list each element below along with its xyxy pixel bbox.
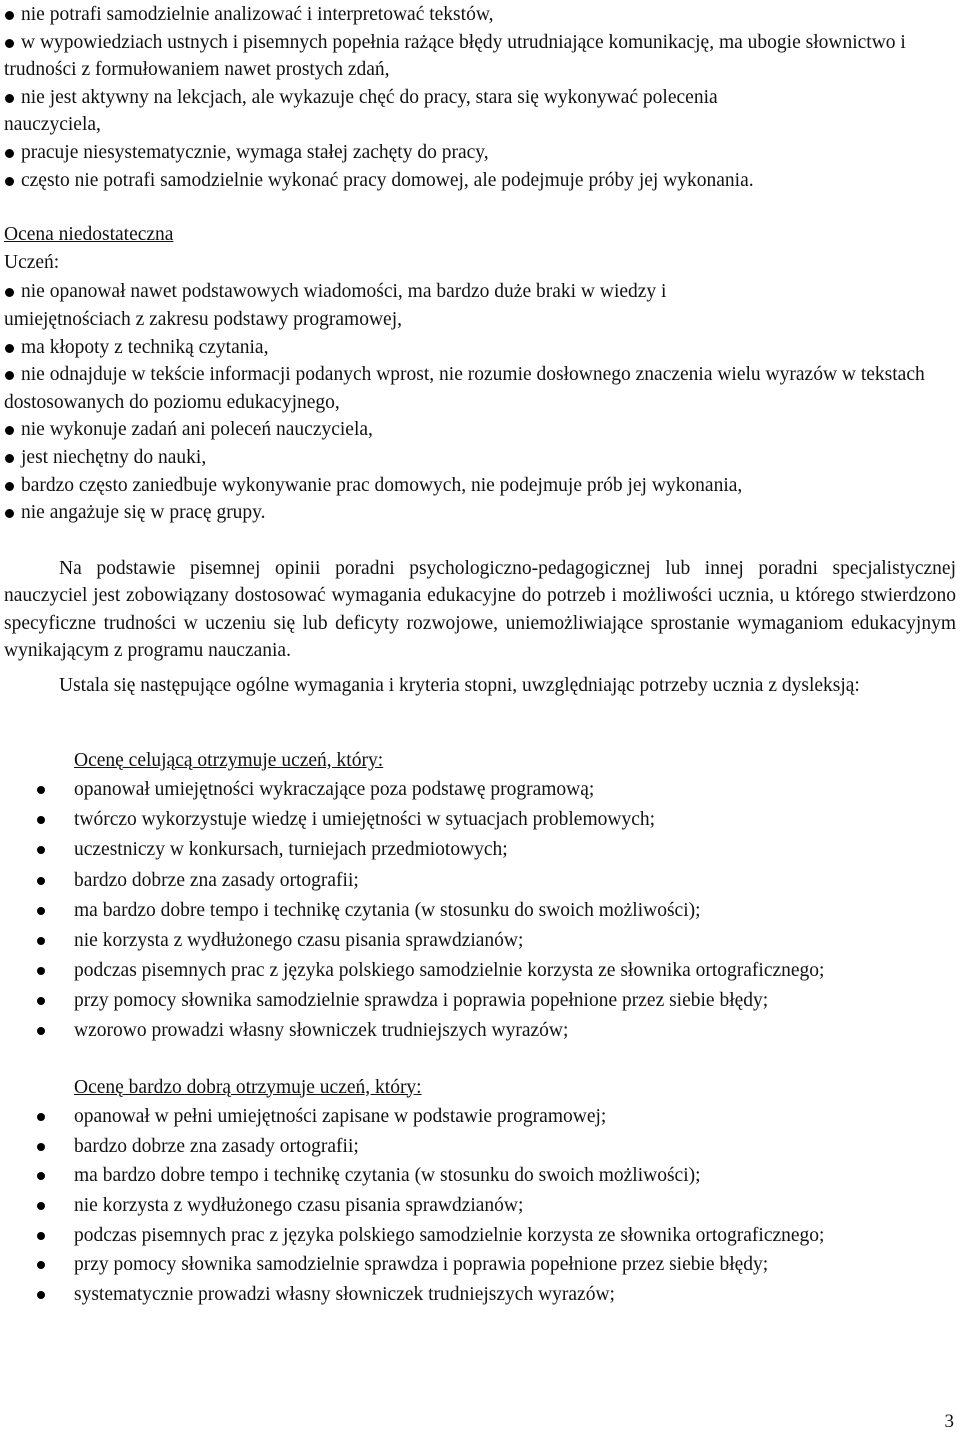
list-item: jest niechętny do nauki,: [4, 444, 956, 472]
list-item: pracuje niesystematycznie, wymaga stałej zachęty do pracy,: [4, 139, 956, 167]
bullet-icon: [37, 1261, 45, 1269]
bullet-icon: [5, 11, 14, 20]
list-item: ma kłopoty z techniką czytania,: [4, 334, 956, 362]
list-item: podczas pisemnych prac z języka polskiego samodzielnie korzysta ze słownika ortograficznego;: [4, 1222, 956, 1250]
list-item: bardzo dobrze zna zasady ortografii;: [4, 867, 956, 895]
intro-paragraph: Ustala się następujące ogólne wymagania i kryteria stopni, uwzględniając potrzeby ucznia z dysleksją:: [59, 675, 860, 697]
list-item: często nie potrafi samodzielnie wykonać pracy domowej, ale podejmuje próby jej wykonania.: [4, 167, 956, 195]
bullet-icon: [37, 907, 45, 915]
bullet-icon: [5, 482, 14, 491]
insufficient-subject: Uczeń:: [4, 251, 60, 273]
list-item: ma bardzo dobre tempo i technikę czytania (w stosunku do swoich możliwości);: [4, 1162, 956, 1190]
page-number: 3: [944, 1411, 954, 1433]
excellent-section: [4, 747, 956, 1045]
intro-paragraph: Na podstawie pisemnej opinii poradni psychologiczno-pedagogicznej lub innej poradni specjalistycznej nauczyciel jest zobowiązany dostosować wymagania edukacyjne do potrzeb i możliwości ucznia, u którego stwierdzono specyficzne trudności w uczeniu się lub deficyty rozwojowe, uniemożliwiające sprostanie wymaganiom edukacyjnym wynikającym z programu nauczania.: [4, 557, 956, 662]
dyslexia-intro: [4, 555, 956, 700]
bullet-icon: [37, 1113, 45, 1121]
list-item: nie wykonuje zadań ani poleceń nauczyciela,: [4, 416, 956, 444]
bullet-icon: [5, 426, 14, 435]
list-item: w wypowiedziach ustnych i pisemnych popełnia rażące błędy utrudniające komunikację, ma ubogie słownictwo i trudności z formułowaniem nawet prostych zdań,: [4, 31, 906, 81]
list-item: nie korzysta z wydłużonego czasu pisania sprawdzianów;: [4, 1192, 956, 1220]
bullet-icon: [37, 1027, 45, 1035]
bullet-icon: [37, 786, 45, 794]
bullet-icon: [5, 177, 14, 186]
list-item: podczas pisemnych prac z języka polskiego samodzielnie korzysta ze słownika ortograficznego;: [4, 957, 956, 985]
list-item: uczestniczy w konkursach, turniejach przedmiotowych;: [4, 836, 956, 864]
bullet-icon: [37, 1172, 45, 1180]
list-item: nie opanował nawet podstawowych wiadomości, ma bardzo duże braki w wiedzy i umiejętnościach z zakresu podstawy programowej,: [4, 281, 667, 330]
bullet-icon: [5, 39, 14, 48]
bullet-icon: [5, 344, 14, 353]
list-item: twórczo wykorzystuje wiedzę i umiejętności w sytuacjach problemowych;: [4, 806, 956, 834]
bullet-icon: [37, 1202, 45, 1210]
bullet-icon: [5, 454, 14, 463]
bullet-icon: [37, 1291, 45, 1299]
excellent-list: [4, 776, 956, 1044]
list-item: wzorowo prowadzi własny słowniczek trudniejszych wyrazów;: [4, 1017, 956, 1045]
very-good-list: [4, 1103, 956, 1308]
list-item: nie korzysta z wydłużonego czasu pisania sprawdzianów;: [4, 927, 956, 955]
list-item: opanował umiejętności wykraczające poza podstawę programową;: [4, 776, 956, 804]
bullet-icon: [37, 997, 45, 1005]
bullet-icon: [37, 967, 45, 975]
bullet-icon: [37, 816, 45, 824]
list-item: przy pomocy słownika samodzielnie sprawdza i poprawia popełnione przez siebie błędy;: [4, 1251, 956, 1279]
list-item: bardzo często zaniedbuje wykonywanie prac domowych, nie podejmuje prób jej wykonania,: [4, 472, 956, 500]
list-item: nie potrafi samodzielnie analizować i interpretować tekstów,: [4, 1, 956, 29]
list-item: przy pomocy słownika samodzielnie sprawdza i poprawia popełnione przez siebie błędy;: [4, 987, 956, 1015]
list-item: opanował w pełni umiejętności zapisane w podstawie programowej;: [4, 1103, 956, 1131]
insufficient-list: [4, 278, 956, 526]
bullet-icon: [37, 937, 45, 945]
list-item: ma bardzo dobre tempo i technikę czytania (w stosunku do swoich możliwości);: [4, 897, 956, 925]
list-item: nie angażuje się w pracę grupy.: [4, 499, 956, 527]
bullet-icon: [37, 877, 45, 885]
insufficient-heading: Ocena niedostateczna: [4, 224, 174, 246]
very-good-heading: Ocenę bardzo dobrą otrzymuje uczeń, który:: [74, 1076, 422, 1098]
bullet-icon: [5, 509, 14, 518]
bullet-icon: [37, 1232, 45, 1240]
list-item: bardzo dobrze zna zasady ortografii;: [4, 1133, 956, 1161]
bullet-icon: [5, 94, 14, 103]
list-item: nie jest aktywny na lekcjach, ale wykazuje chęć do pracy, stara się wykonywać polecenia nauczyciela,: [4, 86, 718, 136]
insufficient-section: [4, 221, 956, 527]
list-item: nie odnajduje w tekście informacji podanych wprost, nie rozumie dosłownego znaczenia wielu wyrazów w tekstach dostosowanych do poziomu edukacyjnego,: [4, 364, 925, 413]
bullet-icon: [5, 149, 14, 158]
bullet-icon: [37, 846, 45, 854]
excellent-heading: Ocenę celującą otrzymuje uczeń, który:: [74, 749, 384, 771]
very-good-section: [4, 1074, 956, 1309]
document-page: [4, 0, 956, 1308]
bullet-icon: [37, 1143, 45, 1151]
top-criteria-list: [4, 1, 956, 194]
list-item: systematycznie prowadzi własny słowniczek trudniejszych wyrazów;: [4, 1281, 956, 1309]
